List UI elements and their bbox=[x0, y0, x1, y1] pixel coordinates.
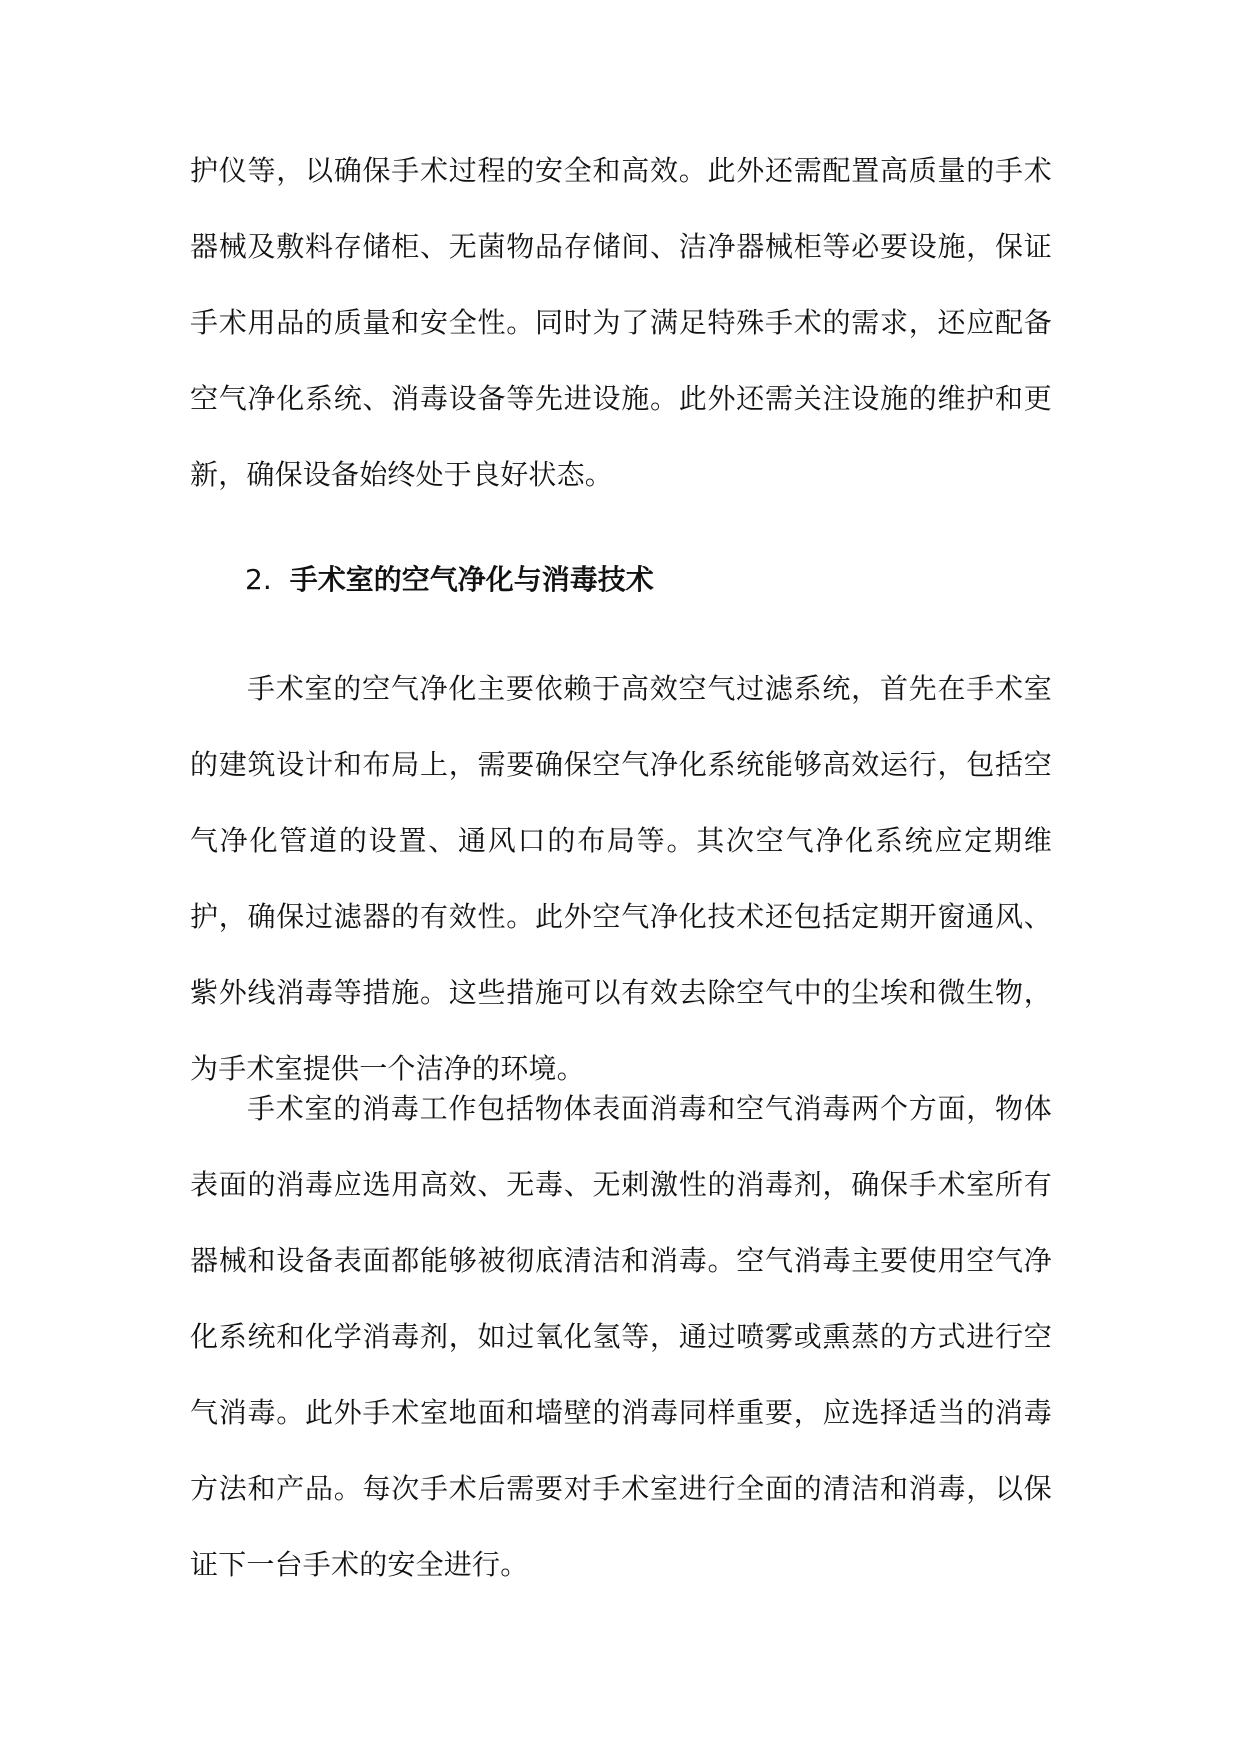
paragraph-continuation: 护仪等，以确保手术过程的安全和高效。此外还需配置高质量的手术器械及敷料存储柜、无菌物品存储间、洁净器械柜等必要设施，保证手术用品的质量和安全性。同时为了满足特殊手术的需求，还应配备空气净化系统、消毒设备等先进设施。此外还需关注设施的维护和更新，确保设备始终处于良好状态。 bbox=[190, 154, 1052, 491]
paragraph-disinfection: 手术室的消毒工作包括物体表面消毒和空气消毒两个方面，物体表面的消毒应选用高效、无毒、无刺激性的消毒剂，确保手术室所有器械和设备表面都能够被彻底清洁和消毒。空气消毒主要使用空气净化系统和化学消毒剂，如过氧化氢等，通过喷雾或熏蒸的方式进行空气消毒。此外手术室地面和墙壁的消毒同样重要，应选择适当的消毒方法和产品。每次手术后需要对手术室进行全面的清洁和消毒，以保证下一台手术的安全进行。 bbox=[190, 1092, 1052, 1581]
section-number: 2. bbox=[245, 563, 272, 596]
section-heading bbox=[245, 560, 654, 600]
paragraph-air-purification: 手术室的空气净化主要依赖于高效空气过滤系统，首先在手术室的建筑设计和布局上，需要确保空气净化系统能够高效运行，包括空气净化管道的设置、通风口的布局等。其次空气净化系统应定期维护，确保过滤器的有效性。此外空气净化技术还包括定期开窗通风、紫外线消毒等措施。这些措施可以有效去除空气中的尘埃和微生物，为手术室提供一个洁净的环境。 bbox=[190, 672, 1052, 1085]
section-title: 手术室的空气净化与消毒技术 bbox=[289, 563, 654, 596]
